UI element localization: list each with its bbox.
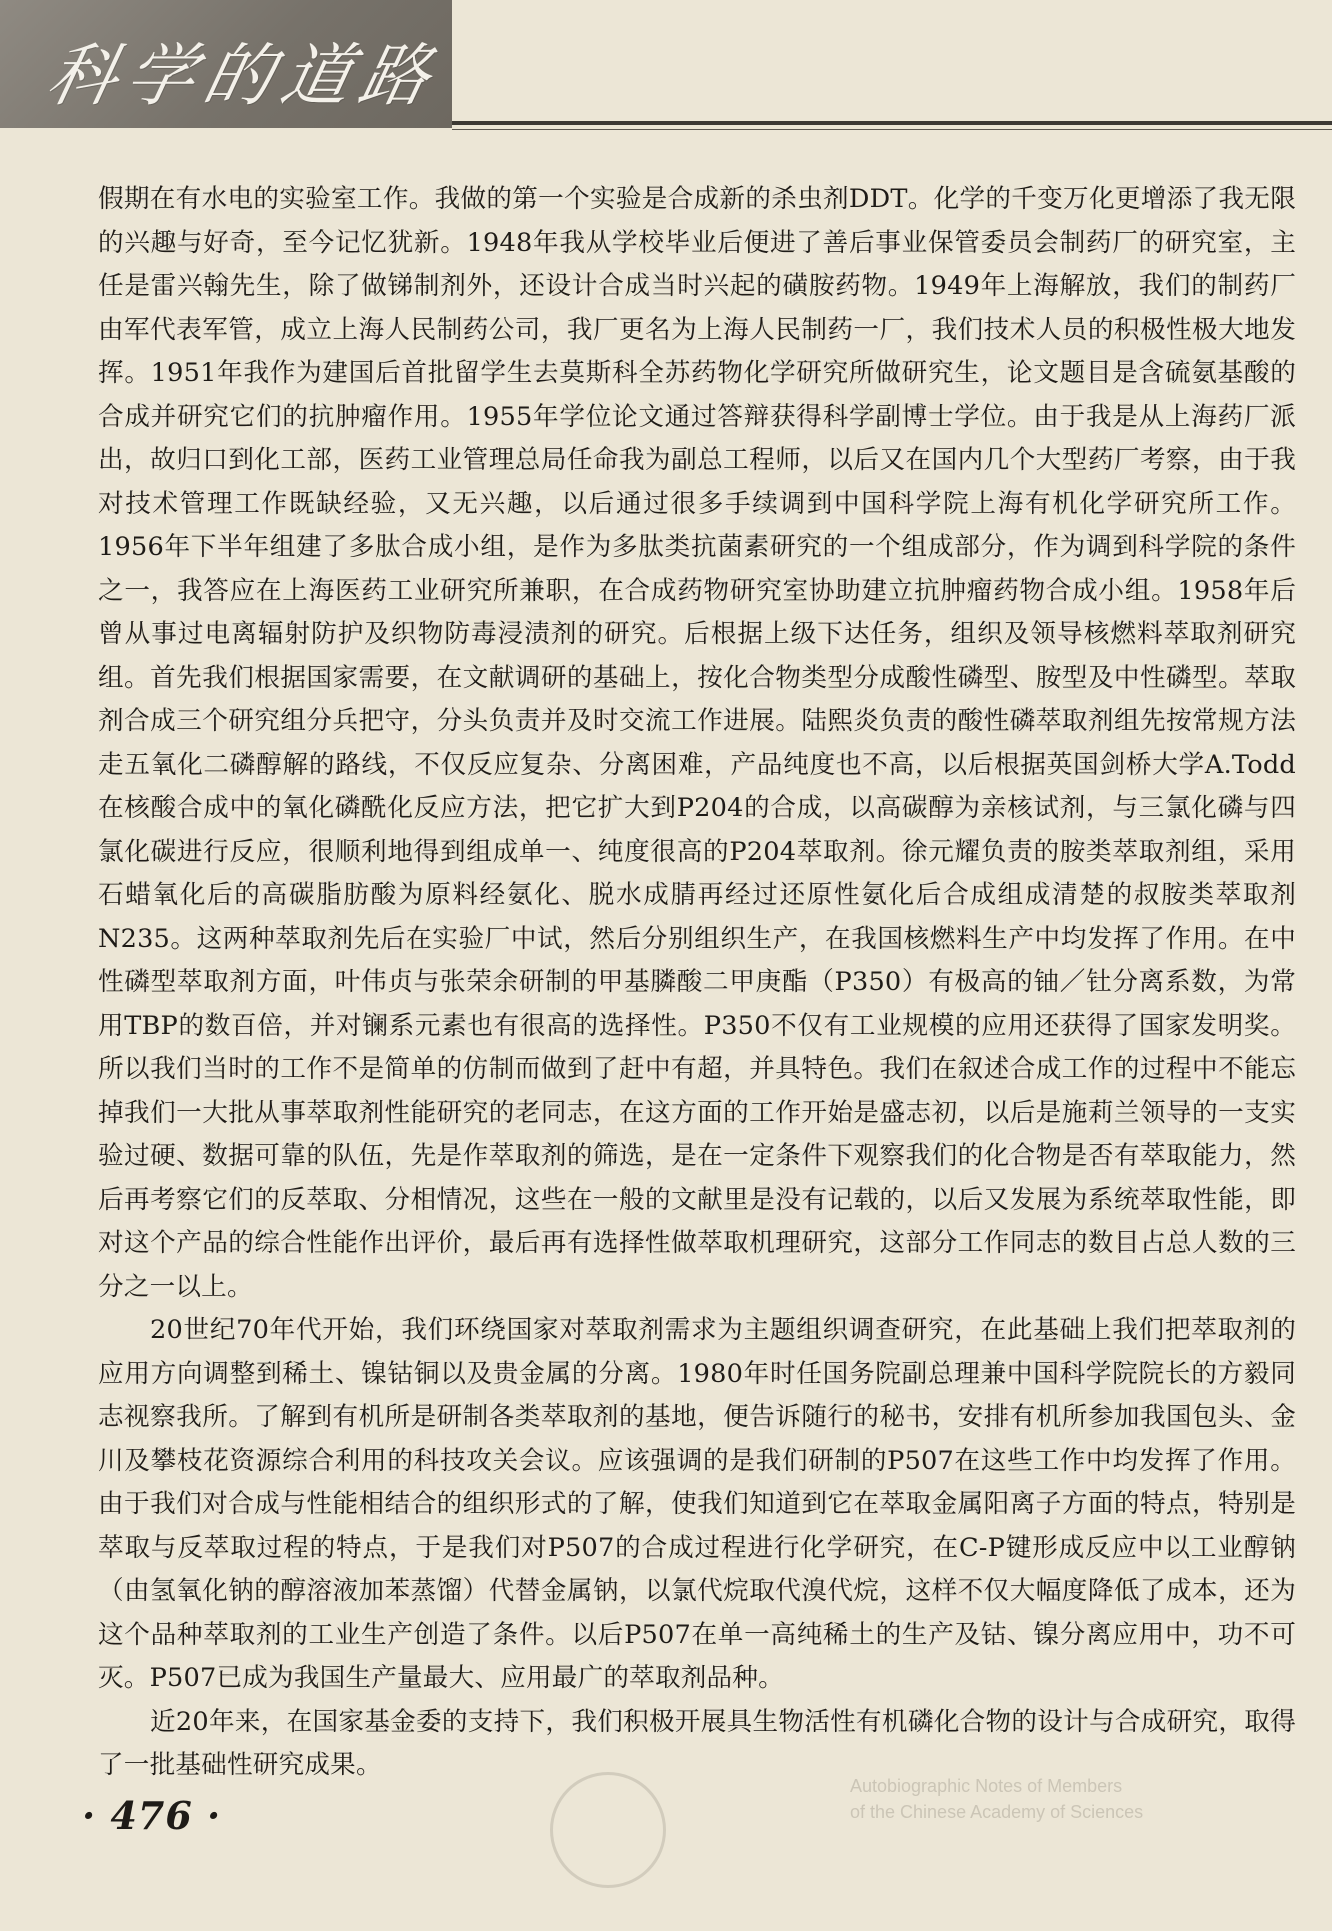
seal-icon (550, 1772, 666, 1888)
paragraph-2: 20世纪70年代开始，我们环绕国家对萃取剂需求为主题组织调查研究，在此基础上我们把萃取剂的应用方向调整到稀土、镍钴铜以及贵金属的分离。1980年时任国务院副总理兼中国科学院院长的方毅同志视察我所。了解到有机所是研制各类萃取剂的基地，便告诉随行的秘书，安排有机所参加我国包头、金川及攀枝花资源综合利用的科技攻关会议。应该强调的是我们研制的P507在这些工作中均发挥了作用。由于我们对合成与性能相结合的组织形式的了解，使我们知道到它在萃取金属阳离子方面的特点，特别是萃取与反萃取过程的特点，于是我们对P507的合成过程进行化学研究，在C-P键形成反应中以工业醇钠（由氢氧化钠的醇溶液加苯蒸馏）代替金属钠，以氯代烷取代溴代烷，这样不仅大幅度降低了成本，还为这个品种萃取剂的工业生产创造了条件。以后P507在单一高纯稀土的生产及钴、镍分离应用中，功不可灭。P507已成为我国生产量最大、应用最广的萃取剂品种。 (98, 1315, 1296, 1693)
section-title: 科学的道路 (40, 37, 448, 116)
watermark-line-2: of the Chinese Academy of Sciences (850, 1802, 1144, 1822)
page-number: · 476 · (82, 1793, 222, 1838)
paragraph-3: 近20年来，在国家基金委的支持下，我们积极开展具生物活性有机磷化合物的设计与合成研究，取得了一批基础性研究成果。 (98, 1706, 1296, 1780)
header-band (0, 0, 452, 128)
paragraph-1: 假期在有水电的实验室工作。我做的第一个实验是合成新的杀虫剂DDT。化学的千变万化更增添了我无限的兴趣与好奇，至今记忆犹新。1948年我从学校毕业后便进了善后事业保管委员会制药厂的研究室，主任是雷兴翰先生，除了做锑制剂外，还设计合成当时兴起的磺胺药物。1949年上海解放，我们的制药厂由军代表军管，成立上海人民制药公司，我厂更名为上海人民制药一厂，我们技术人员的积极性极大地发挥。1951年我作为建国后首批留学生去莫斯科全苏药物化学研究所做研究生，论文题目是含硫氨基酸的合成并研究它们的抗肿瘤作用。1955年学位论文通过答辩获得科学副博士学位。由于我是从上海药厂派出，故归口到化工部，医药工业管理总局任命我为副总工程师，以后又在国内几个大型药厂考察，由于我对技术管理工作既缺经验，又无兴趣，以后通过很多手续调到中国科学院上海有机化学研究所工作。1956年下半年组建了多肽合成小组，是作为多肽类抗菌素研究的一个组成部分，作为调到科学院的条件之一，我答应在上海医药工业研究所兼职，在合成药物研究室协助建立抗肿瘤药物合成小组。1958年后曾从事过电离辐射防护及织物防毒浸渍剂的研究。后根据上级下达任务，组织及领导核燃料萃取剂研究组。首先我们根据国家需要，在文献调研的基础上，按化合物类型分成酸性磷型、胺型及中性磷型。萃取剂合成三个研究组分兵把守，分头负责并及时交流工作进展。陆熙炎负责的酸性磷萃取剂组先按常规方法走五氧化二磷醇解的路线，不仅反应复杂、分离困难，产品纯度也不高，以后根据英国剑桥大学A.Todd在核酸合成中的氧化磷酰化反应方法，把它扩大到P204的合成，以高碳醇为亲核试剂，与三氯化磷与四氯化碳进行反应，很顺利地得到组成单一、纯度很高的P204萃取剂。徐元耀负责的胺类萃取剂组，采用石蜡氧化后的高碳脂肪酸为原料经氨化、脱水成腈再经过还原性氨化后合成组成清楚的叔胺类萃取剂N235。这两种萃取剂先后在实验厂中试，然后分别组织生产，在我国核燃料生产中均发挥了作用。在中性磷型萃取剂方面，叶伟贞与张荣余研制的甲基膦酸二甲庚酯（P350）有极高的铀／钍分离系数，为常用TBP的数百倍，并对镧系元素也有很高的选择性。P350不仅有工业规模的应用还获得了国家发明奖。所以我们当时的工作不是简单的仿制而做到了赶中有超，并具特色。我们在叙述合成工作的过程中不能忘掉我们一大批从事萃取剂性能研究的老同志，在这方面的工作开始是盛志初，以后是施莉兰领导的一支实验过硬、数据可靠的队伍，先是作萃取剂的筛选，是在一定条件下观察我们的化合物是否有萃取能力，然后再考察它们的反萃取、分相情况，这些在一般的文献里是没有记载的，以后又发展为系统萃取性能，即对这个产品的综合性能作出评价，最后再有选择性做萃取机理研究，这部分工作同志的数目占总人数的三分之一以上。 (98, 184, 1296, 1302)
watermark (550, 1768, 1170, 1898)
header-rule-thick (452, 121, 1332, 125)
watermark-line-1: Autobiographic Notes of Members (850, 1776, 1123, 1796)
header-rule-thin (452, 129, 1332, 130)
body-text (98, 178, 1296, 1788)
